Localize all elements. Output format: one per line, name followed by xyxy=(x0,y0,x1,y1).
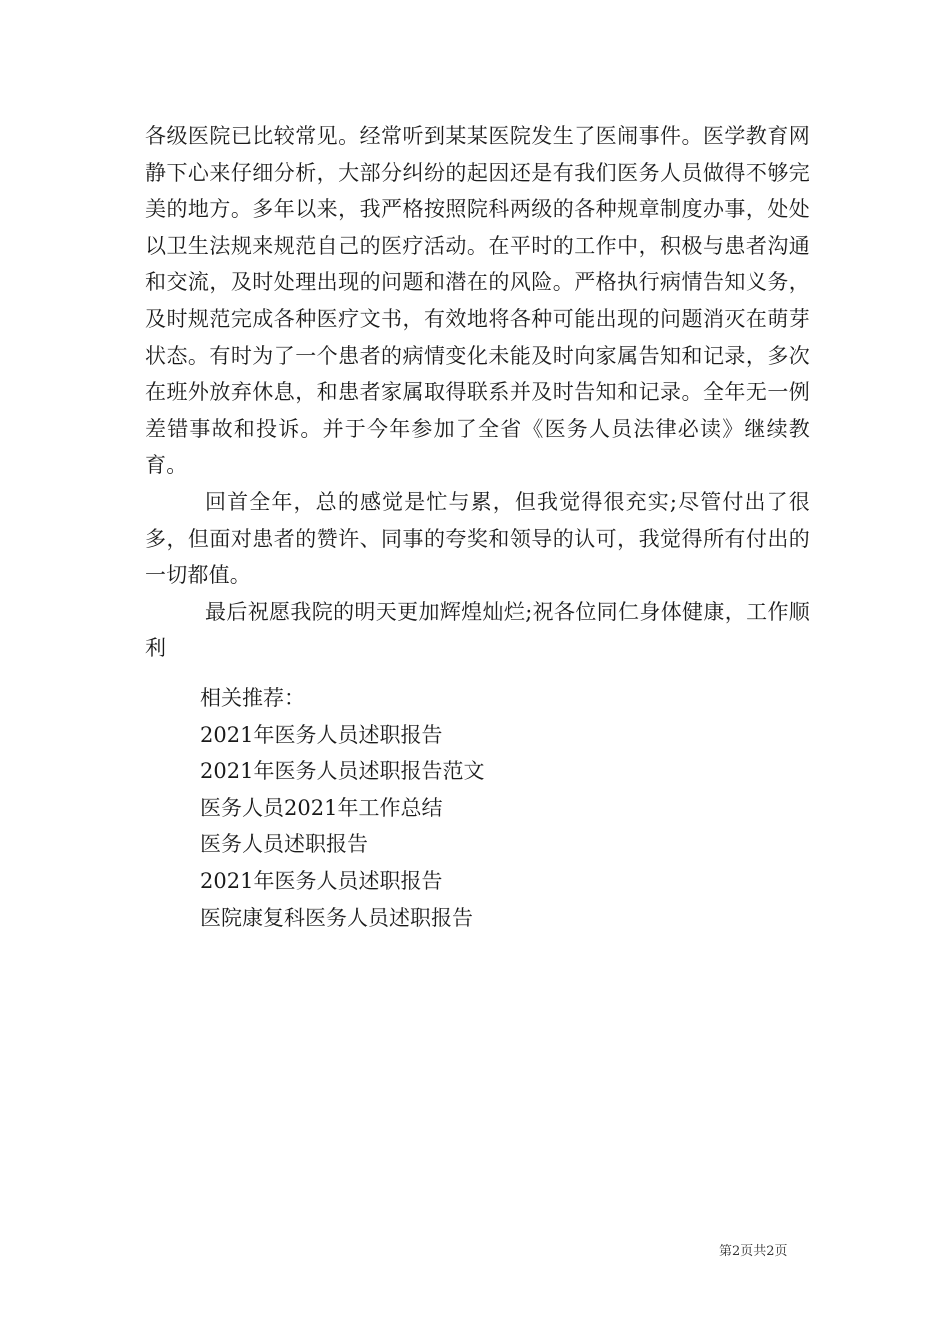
related-link[interactable]: 2021年医务人员述职报告 xyxy=(200,868,443,893)
body-text xyxy=(145,118,810,667)
paragraph-closing-wishes: 最后祝愿我院的明天更加辉煌灿烂;祝各位同仁身体健康，工作顺利 xyxy=(145,599,810,661)
page-number-footer: 第2页共2页 xyxy=(719,1244,788,1259)
related-link[interactable]: 2021年医务人员述职报告 xyxy=(200,722,443,747)
related-heading: 相关推荐： xyxy=(200,686,305,710)
related-link[interactable]: 医务人员述职报告 xyxy=(200,832,368,857)
related-link[interactable]: 医务人员2021年工作总结 xyxy=(200,795,443,820)
paragraph-continuation: 各级医院已比较常见。经常听到某某医院发生了医闹事件。医学教育网静下心来仔细分析，大部分纠纷的起因还是有我们医务人员做得不够完美的地方。多年以来，我严格按照院科两级的各种规章制度办事，处处以卫生法规来规范自己的医疗活动。在平时的工作中，积极与患者沟通和交流，及时处理出现的问题和潜在的风险。严格执行病情告知义务，及时规范完成各种医疗文书，有效地将各种可能出现的问题消灭在萌芽状态。有时为了一个患者的病情变化未能及时向家属告知和记录，多次在班外放弃休息，和患者家属取得联系并及时告知和记录。全年无一例差错事故和投诉。并于今年参加了全省《医务人员法律必读》继续教育。 xyxy=(145,124,810,478)
paragraph-reflection: 回首全年，总的感觉是忙与累，但我觉得很充实;尽管付出了很多，但面对患者的赞许、同事的夸奖和领导的认可，我觉得所有付出的一切都值。 xyxy=(145,489,810,588)
related-link[interactable]: 2021年医务人员述职报告范文 xyxy=(200,759,485,784)
related-recommendations xyxy=(200,680,484,936)
related-link[interactable]: 医院康复科医务人员述职报告 xyxy=(200,905,473,930)
